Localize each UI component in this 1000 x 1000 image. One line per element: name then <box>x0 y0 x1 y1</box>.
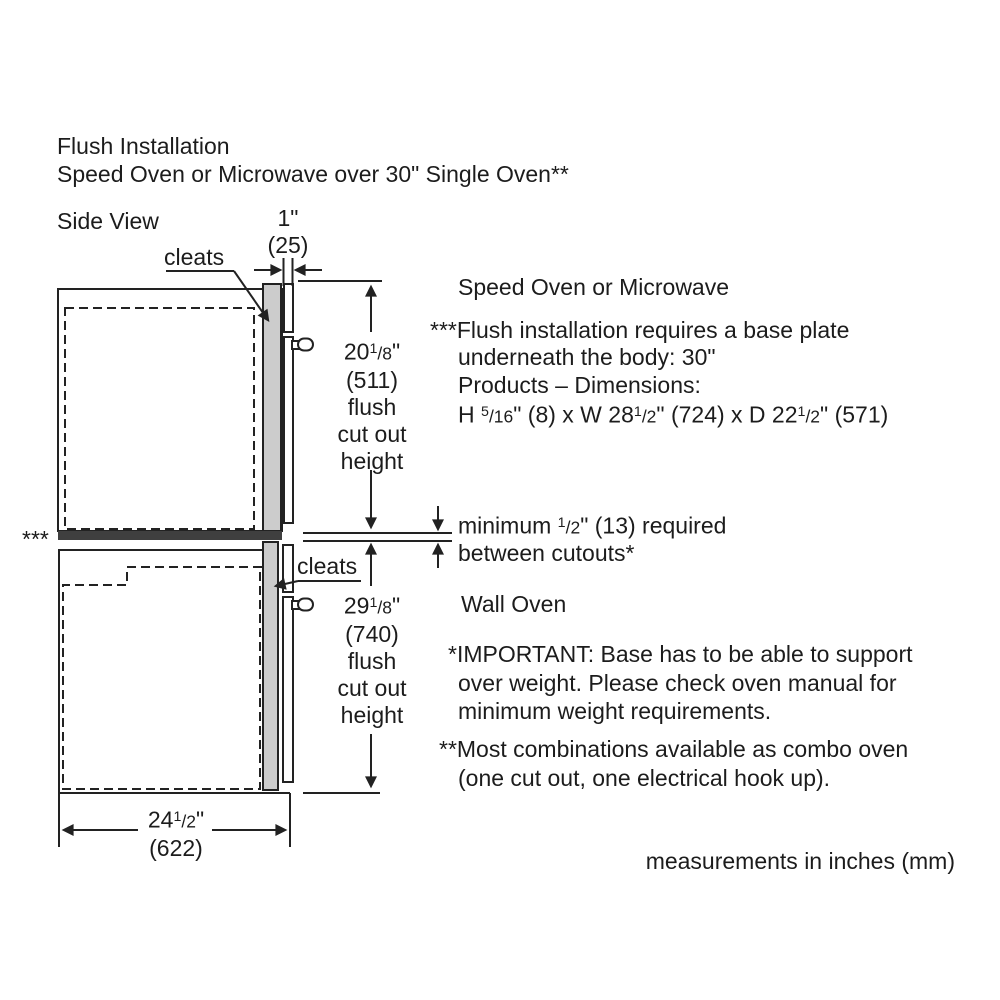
bottom-width-mm: (622) <box>149 835 203 862</box>
combo-note-line1: **Most combinations available as combo oven <box>439 736 909 762</box>
upper-cabinet <box>58 284 313 540</box>
lower-cutout-desc1: flush <box>347 648 397 675</box>
page-title-line1: Flush Installation <box>57 133 230 159</box>
min-gap-note-line1: minimum $^1$/2" (13) required <box>458 512 727 539</box>
upper-cleat-bar <box>263 284 281 531</box>
page-title <box>57 132 569 188</box>
flush-note-line4: H $^5$/16" (8) x W $28^1/2$" (724) x D $22^1/2$" (571) <box>458 401 889 428</box>
upper-door-panel <box>284 337 293 523</box>
lower-door-panel <box>283 597 293 782</box>
lower-cutout-desc3: height <box>340 702 404 729</box>
lower-cabinet <box>59 542 313 847</box>
wall-oven-heading: Wall Oven <box>461 591 567 617</box>
important-note-line3: minimum weight requirements. <box>458 698 772 724</box>
lower-cutout-desc2: cut out <box>337 675 407 702</box>
flush-note-line3: Products – Dimensions: <box>458 372 701 398</box>
base-plate-marker: *** <box>22 526 49 552</box>
flush-note-line1: ***Flush installation requires a base plate <box>430 317 850 343</box>
upper-cutout-mm: (511) <box>346 367 398 394</box>
flush-note-line2: underneath the body: 30" <box>458 344 716 370</box>
top-gap-dimension <box>252 205 324 259</box>
combo-note-line2: (one cut out, one electrical hook up). <box>458 765 831 791</box>
speed-oven-heading: Speed Oven or Microwave <box>458 274 730 300</box>
cleats-bottom-label: cleats <box>297 553 358 579</box>
base-plate-bar <box>58 531 282 540</box>
lower-cutout-inches: $29^1/8$" <box>343 592 401 619</box>
lower-cleat-bar <box>263 542 278 790</box>
lower-appliance-dashed-outline <box>63 567 262 789</box>
bottom-width-inches: $24^1/2$" <box>147 806 205 833</box>
upper-cutout-desc2: cut out <box>337 421 407 448</box>
top-gap-inches: 1" <box>277 205 299 231</box>
min-gap-note-line2: between cutouts* <box>458 540 635 566</box>
upper-cutout-inches: $20^1/8$" <box>343 338 401 365</box>
upper-cabinet-outline <box>58 289 282 531</box>
lower-cutout-dimension <box>312 590 432 729</box>
important-note-line1: *IMPORTANT: Base has to be able to support <box>448 641 913 667</box>
lower-cutout-mm: (740) <box>345 621 399 648</box>
upper-handle-knob <box>298 339 313 351</box>
important-note-line2: over weight. Please check oven manual for <box>458 670 897 696</box>
top-gap-mm: (25) <box>267 232 309 258</box>
page-title-line2: Speed Oven or Microwave over 30" Single Oven** <box>57 161 569 187</box>
units-note: measurements in inches (mm) <box>645 848 955 874</box>
lower-cabinet-outline <box>59 550 290 793</box>
upper-door-panel-top <box>284 284 293 332</box>
upper-cutout-desc3: height <box>340 448 404 475</box>
bottom-width-dimension <box>116 804 236 862</box>
lower-handle-knob <box>298 599 313 611</box>
cleats-top-label: cleats <box>164 244 225 270</box>
upper-cutout-desc1: flush <box>347 394 397 421</box>
upper-cutout-dimension <box>312 336 432 475</box>
side-view-label: Side View <box>57 208 159 234</box>
upper-appliance-dashed-outline <box>65 308 254 529</box>
